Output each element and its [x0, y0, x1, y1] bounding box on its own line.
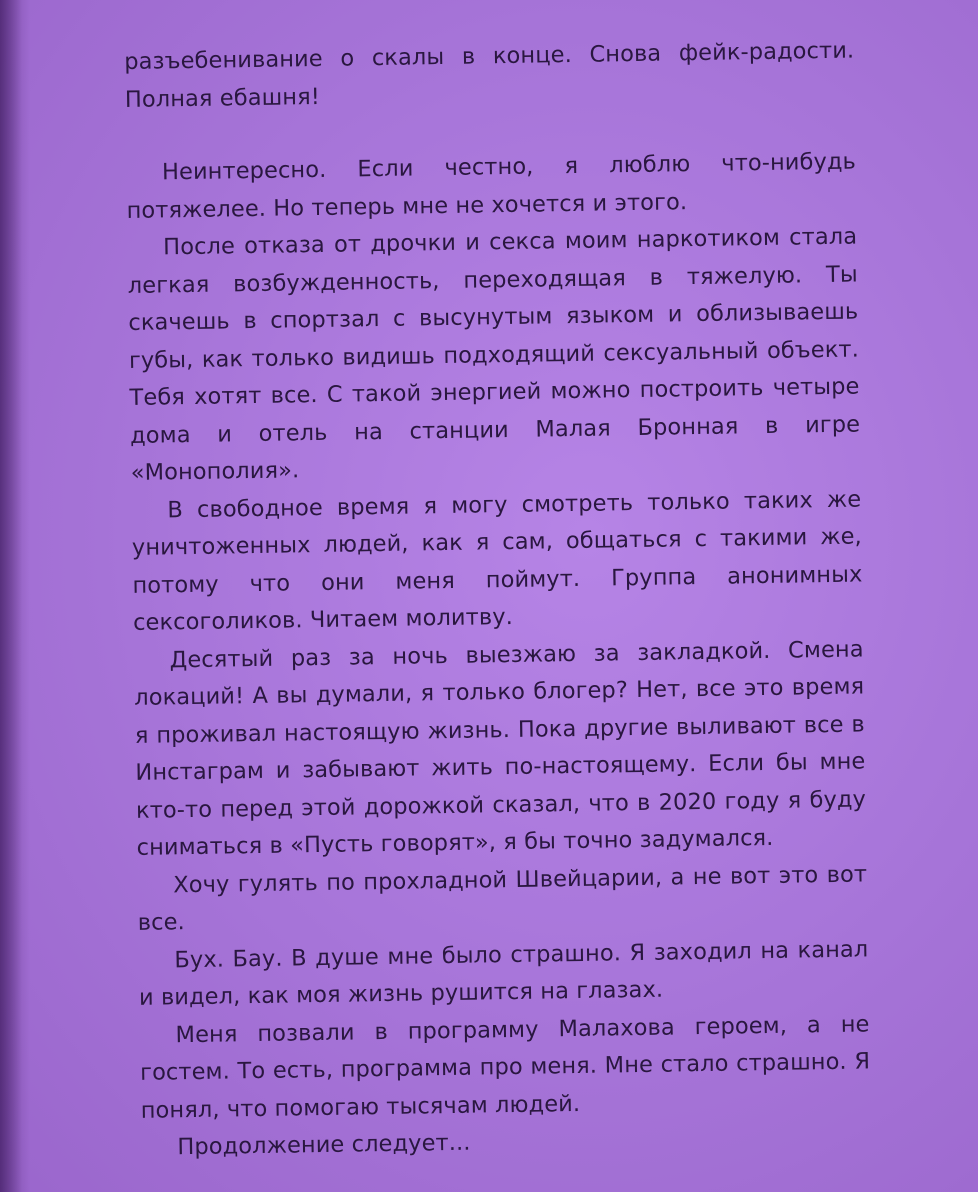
paragraph-7: Бух. Бау. В душе мне было страшно. Я заходил на канал и видел, как моя жизнь рушится на глазах. [138, 935, 869, 1011]
paragraph-4: В свободное время я могу смотреть только таких же уничтоженных людей, как я сам, общаться с такими же, потому что они меня поймут. Группа анонимных сексоголиков. Читаем молитву. [131, 485, 863, 636]
paragraph-3: После отказа от дрочки и секса моим наркотиком стала легкая возбужденность, переходящая в тяжелую. Ты скачешь в спортзал с высунутым языком и облизываешь губы, как только видишь подходящий сексуальный объект. Тебя хотят все. С такой энергией можно построить четыре дома и отель на станции Малая Бронная в игре «Монополия». [127, 223, 861, 486]
page-text [124, 33, 872, 1168]
paragraph-1: разъебенивание о скалы в конце. Снова фейк-радости. Полная ебашня! [124, 37, 855, 113]
paragraph-2: Неинтересно. Если честно, я люблю что-нибудь потяжелее. Но теперь мне не хочется и этого. [126, 148, 857, 224]
page-edge-shadow [0, 0, 22, 1192]
paragraph-9: Продолжение следует... [177, 1129, 471, 1161]
paragraph-5: Десятый раз за ночь выезжаю за закладкой. Смена локаций! А вы думали, я только блогер? Нет, все это время я проживал настоящую жизнь. Пока другие выливают все в Инстаграм и забывают жить по-настоящему. Если бы мне кто-то перед этой дорожкой сказал, что в 2020 году я буду сниматься в «Пусть говорят», я бы точно задумался. [134, 635, 867, 861]
paragraph-6: Хочу гулять по прохладной Швейцарии, а не вот это вот все. [137, 860, 868, 936]
paragraph-8: Меня позвали в программу Малахова героем, а не гостем. То есть, программа про меня. Мне стало страшно. Я понял, что помогаю тысячам людей. [139, 1010, 871, 1124]
